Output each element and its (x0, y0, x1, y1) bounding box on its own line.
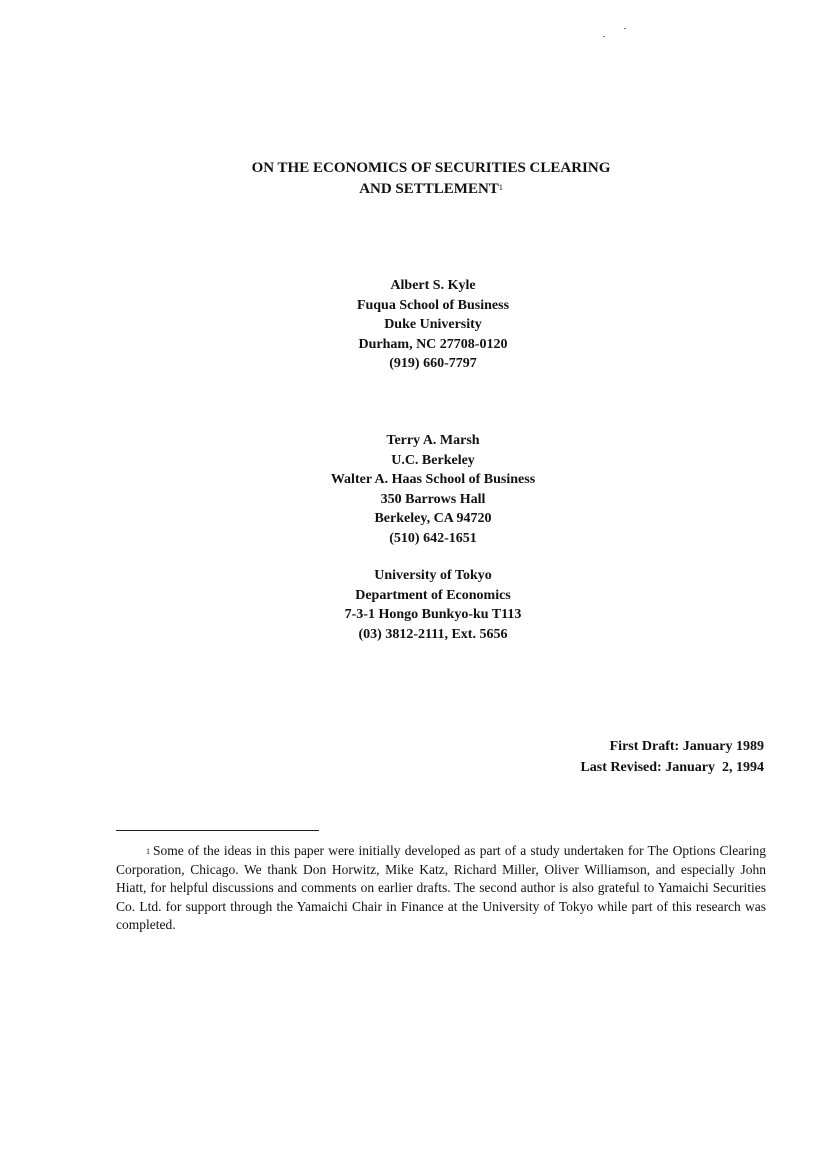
footnote-text: Some of the ideas in this paper were initially developed as part of a study undertaken for The Options Clearing Corporation, Chicago. We thank Don Horwitz, Mike Katz, Richard Miller, Oliver Williamson, and especially John Hiatt, for helpful discussions and comments on earlier drafts. The second author is also grateful to Yamaichi Securities Co. Ltd. for support through the Yamaichi Chair in Finance at the University of Tokyo while part of this research was completed. (116, 843, 766, 932)
footnote-separator (116, 830, 319, 831)
author-1-block (0, 276, 827, 374)
tokyo-university: University of Tokyo (374, 568, 492, 583)
last-revised-date: Last Revised: January 2, 1994 (580, 760, 764, 775)
draft-dates (580, 736, 764, 778)
author-1-school: Fuqua School of Business (356, 297, 510, 313)
author-2-campus: U.C. Berkeley (391, 452, 475, 468)
author-2-name: Terry A. Marsh (386, 433, 480, 448)
tokyo-address: 7-3-1 Hongo Bunkyo-ku T113 (344, 607, 522, 622)
author-1-name: Albert S. Kyle (390, 278, 476, 293)
author-1-phone: (919) 660-7797 (389, 356, 477, 371)
title-line-1: ON THE ECONOMICS OF SECURITIES CLEARING (251, 160, 611, 176)
tokyo-department: Department of Economics (355, 587, 511, 603)
tokyo-phone: (03) 3812-2111, Ext. 5656 (358, 626, 508, 642)
title-footnote-mark: 1 (498, 183, 503, 192)
author-1-city: Durham, NC 27708-0120 (358, 336, 508, 352)
first-draft-date: First Draft: January 1989 (609, 739, 764, 754)
scan-speck (603, 36, 605, 37)
footnote (116, 842, 766, 935)
author-2-phone: (510) 642-1651 (389, 530, 477, 546)
scan-speck (624, 28, 626, 29)
author-2-school: Walter A. Haas School of Business (330, 472, 536, 487)
author-1-university: Duke University (384, 317, 482, 332)
author-2-city: Berkeley, CA 94720 (374, 511, 492, 526)
title-line-2: AND SETTLEMENT$^1$ (359, 181, 503, 197)
author-2-block (0, 431, 827, 548)
author-2-alt-affiliation (0, 566, 827, 644)
paper-title (0, 158, 827, 200)
author-2-hall: 350 Barrows Hall (380, 491, 486, 507)
footnote-mark: 1 (146, 847, 150, 856)
